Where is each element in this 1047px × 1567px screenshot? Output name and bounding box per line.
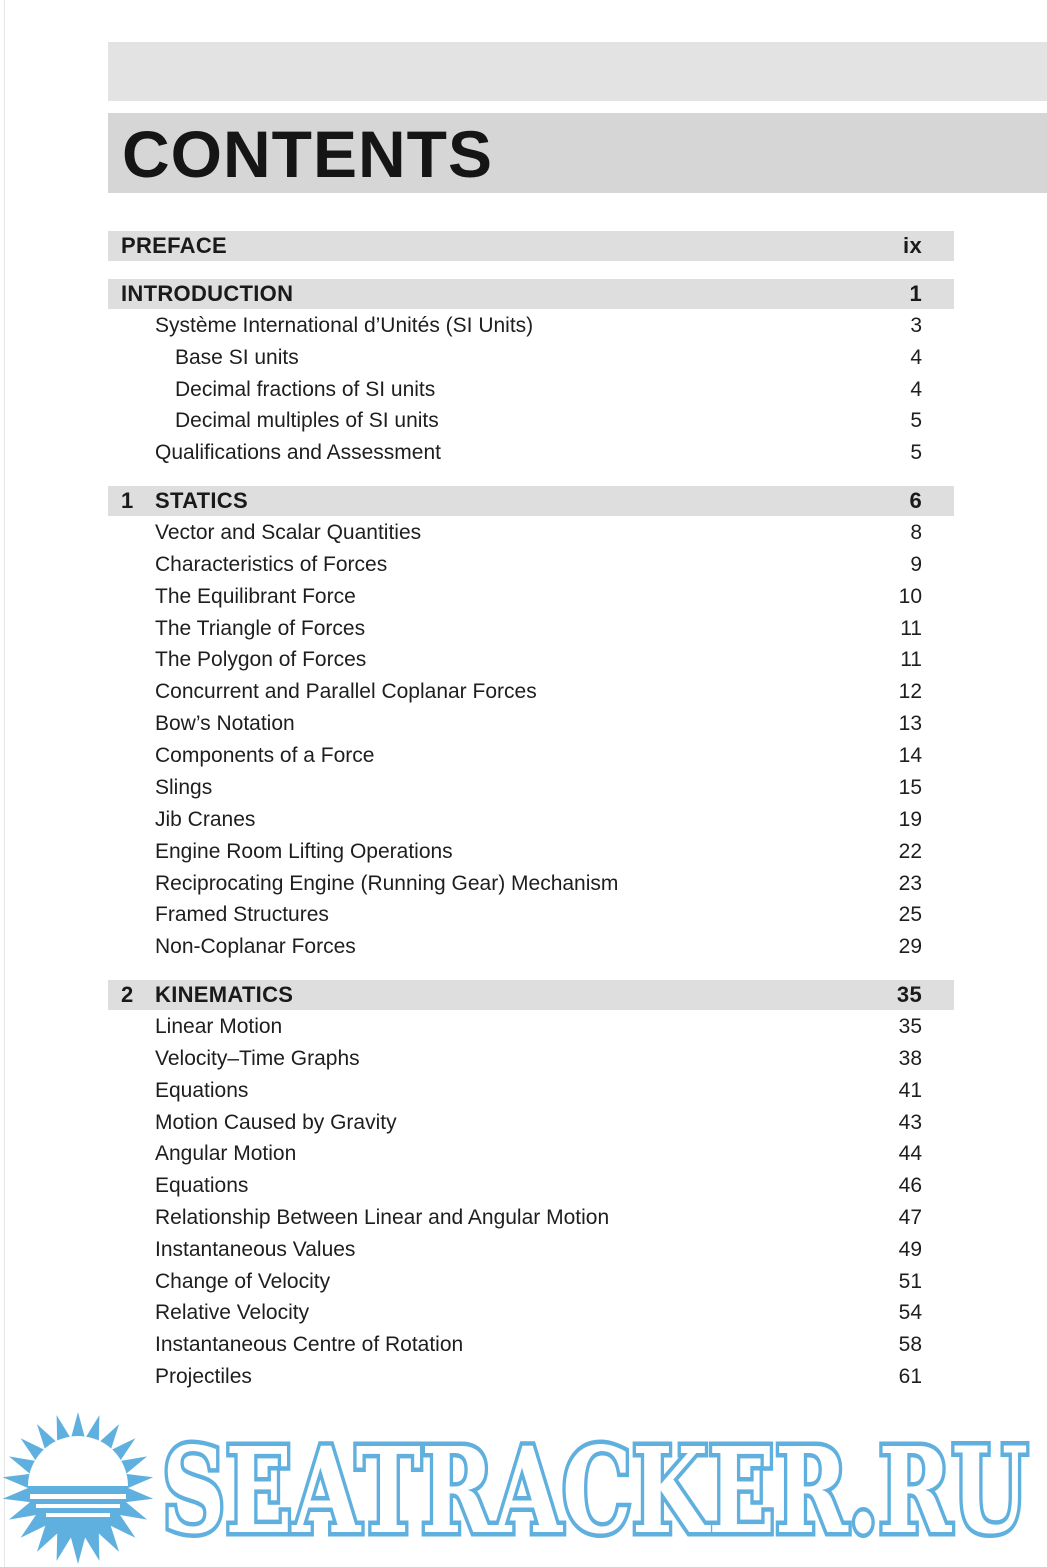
toc-entry-label: Slings	[155, 776, 213, 799]
toc-entry[interactable]	[108, 343, 954, 373]
toc-entry-label: Bow’s Notation	[155, 712, 295, 735]
toc-entry-label: Reciprocating Engine (Running Gear) Mechanism	[155, 872, 619, 895]
toc-entry[interactable]	[108, 837, 954, 867]
toc-heading-page: 35	[896, 982, 922, 1007]
toc-entry-page: 10	[898, 585, 922, 608]
toc-heading-label: PREFACE	[121, 233, 228, 258]
toc-entry[interactable]	[108, 1108, 954, 1138]
toc-entry-label: Characteristics of Forces	[155, 553, 388, 576]
toc-chapter-number: 2	[121, 982, 134, 1007]
toc-entry-label: Système International d’Unités (SI Units)	[155, 314, 534, 337]
toc-entry[interactable]	[108, 1203, 954, 1233]
toc-entry-label: Relative Velocity	[155, 1301, 310, 1324]
header-band	[108, 42, 1047, 101]
toc-entry-page: 12	[898, 680, 922, 703]
toc-entry-page: 51	[898, 1270, 922, 1293]
toc-entry-label: Motion Caused by Gravity	[155, 1111, 397, 1134]
toc-entry-page: 5	[910, 409, 922, 432]
toc-entry[interactable]	[108, 900, 954, 930]
toc-entry-page: 23	[898, 872, 922, 895]
toc-entry[interactable]	[108, 1012, 954, 1042]
toc-entry-label: Vector and Scalar Quantities	[155, 521, 422, 544]
toc-entry-page: 11	[900, 648, 922, 671]
toc-entry-page: 38	[898, 1047, 922, 1070]
toc-entry-label: Non-Coplanar Forces	[155, 935, 356, 958]
toc-heading-label: INTRODUCTION	[121, 281, 294, 306]
toc-entry-label: Decimal fractions of SI units	[175, 378, 436, 401]
toc-entry[interactable]	[108, 311, 954, 341]
toc-entry-page: 41	[898, 1079, 922, 1102]
toc-heading-preface[interactable]	[108, 231, 954, 261]
toc-entry-label: The Polygon of Forces	[155, 648, 367, 671]
toc-heading-page: 1	[909, 281, 922, 306]
toc-entry-label: Components of a Force	[155, 744, 375, 767]
toc-entry[interactable]	[108, 438, 954, 468]
toc-entry-label: Linear Motion	[155, 1015, 283, 1038]
toc-entry-page: 43	[898, 1111, 922, 1134]
toc-entry[interactable]	[108, 645, 954, 675]
toc-entry[interactable]	[108, 1171, 954, 1201]
toc-entry[interactable]	[108, 1139, 954, 1169]
toc-entry-page: 4	[910, 346, 922, 369]
toc-entry[interactable]	[108, 1076, 954, 1106]
toc-entry-label: Instantaneous Centre of Rotation	[155, 1333, 464, 1356]
toc-entry[interactable]	[108, 741, 954, 771]
toc-entry[interactable]	[108, 709, 954, 739]
toc-entry[interactable]	[108, 550, 954, 580]
toc-entry-page: 46	[898, 1174, 922, 1197]
toc-heading-page: ix	[903, 233, 922, 258]
toc-entry[interactable]	[108, 805, 954, 835]
toc-entry-label: Framed Structures	[155, 903, 329, 926]
toc-entry-page: 15	[898, 776, 922, 799]
toc-entry-page: 8	[910, 521, 922, 544]
toc-entry-page: 14	[898, 744, 922, 767]
toc-entry-label: Qualifications and Assessment	[155, 441, 441, 464]
toc-entry[interactable]	[108, 375, 954, 405]
toc-heading-label: KINEMATICS	[155, 982, 294, 1007]
toc-entry-page: 19	[898, 808, 922, 831]
toc-entry[interactable]	[108, 677, 954, 707]
toc-entry-page: 61	[898, 1365, 922, 1388]
toc-entry-page: 58	[898, 1333, 922, 1356]
toc-entry[interactable]	[108, 773, 954, 803]
toc-entry-label: Concurrent and Parallel Coplanar Forces	[155, 680, 537, 703]
toc-chapter-number: 1	[121, 488, 134, 513]
toc-entry-page: 11	[900, 617, 922, 640]
toc-entry-page: 44	[898, 1142, 922, 1165]
toc-entry-label: Projectiles	[155, 1365, 252, 1388]
toc-entry[interactable]	[108, 1330, 954, 1360]
toc-entry-label: Equations	[155, 1079, 249, 1102]
toc-entry[interactable]	[108, 1044, 954, 1074]
toc-entry[interactable]	[108, 1235, 954, 1265]
watermark-logo-text	[162, 1432, 1032, 1542]
toc-entry[interactable]	[108, 932, 954, 962]
page-edge-rule	[4, 0, 5, 1567]
toc-heading-page: 6	[909, 488, 922, 513]
toc-entry-label: Relationship Between Linear and Angular Motion	[155, 1206, 610, 1229]
toc-entry-page: 49	[898, 1238, 922, 1261]
watermark-text: SEATRACKER.RU	[162, 1432, 1028, 1542]
toc-heading-statics[interactable]	[108, 486, 954, 516]
toc-entry-page: 4	[910, 378, 922, 401]
page-title: CONTENTS	[122, 117, 493, 191]
toc-entry-label: Decimal multiples of SI units	[175, 409, 439, 432]
toc-entry[interactable]	[108, 614, 954, 644]
toc-entry-page: 25	[898, 903, 922, 926]
toc-entry-label: The Equilibrant Force	[155, 585, 356, 608]
toc-entry-label: The Triangle of Forces	[155, 617, 366, 640]
toc-entry-page: 3	[910, 314, 922, 337]
toc-entry-label: Angular Motion	[155, 1142, 297, 1165]
toc-entry-label: Velocity–Time Graphs	[155, 1047, 360, 1070]
toc-entry-page: 5	[910, 441, 922, 464]
toc-entry-label: Change of Velocity	[155, 1270, 331, 1293]
sunburst-icon	[3, 1412, 153, 1564]
toc-heading-label: STATICS	[155, 488, 248, 513]
toc-entry-label: Base SI units	[175, 346, 299, 369]
toc-entry-page: 29	[898, 935, 922, 958]
toc-entry[interactable]	[108, 406, 954, 436]
toc-entry-page: 35	[898, 1015, 922, 1038]
toc-heading-kinematics[interactable]	[108, 980, 954, 1010]
toc-entry[interactable]	[108, 869, 954, 899]
toc-entry-label: Engine Room Lifting Operations	[155, 840, 453, 863]
toc-entry-label: Jib Cranes	[155, 808, 256, 831]
toc-heading-introduction[interactable]	[108, 279, 954, 309]
toc-entry[interactable]	[108, 518, 954, 548]
toc-entry-page: 13	[898, 712, 922, 735]
toc-entry[interactable]	[108, 582, 954, 612]
toc-entry-page: 22	[898, 840, 922, 863]
toc-entry-label: Instantaneous Values	[155, 1238, 356, 1261]
toc-entry[interactable]	[108, 1298, 954, 1328]
toc-entry-label: Equations	[155, 1174, 249, 1197]
toc-entry[interactable]	[108, 1362, 954, 1392]
toc-entry-page: 54	[898, 1301, 922, 1324]
toc-entry-page: 47	[898, 1206, 922, 1229]
toc-entry-page: 9	[910, 553, 922, 576]
toc-entry[interactable]	[108, 1267, 954, 1297]
